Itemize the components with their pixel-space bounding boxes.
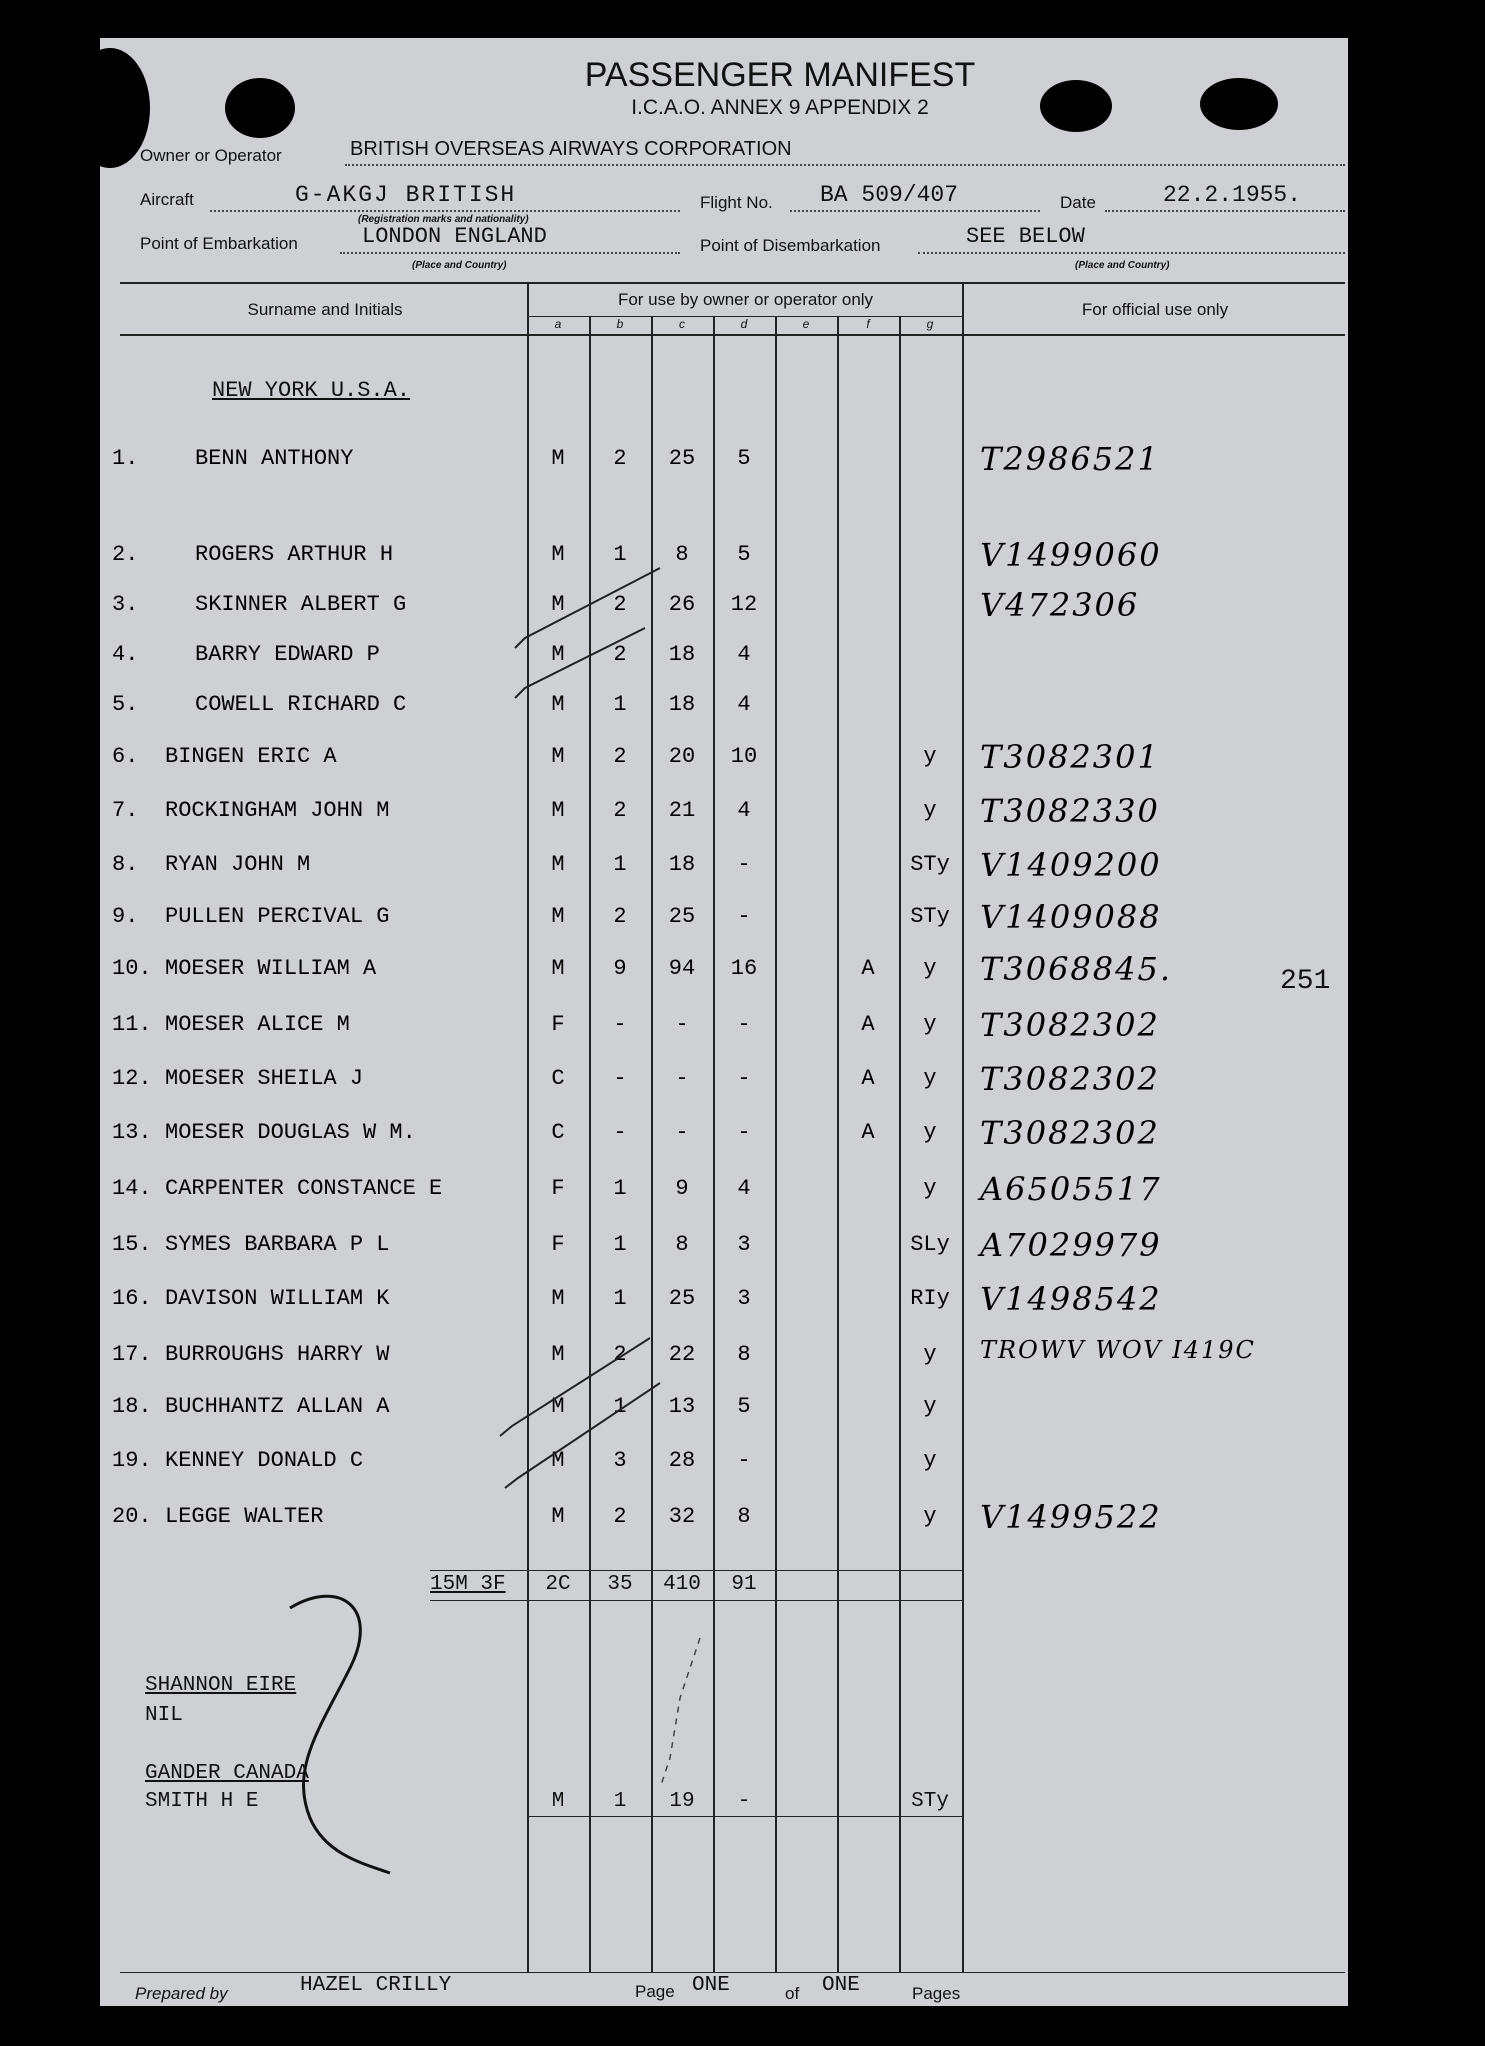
aircraft-value: G-AKGJ BRITISH (295, 182, 517, 208)
passenger-col-c: 8 (675, 1232, 689, 1257)
official-document-number: A6505517 (980, 1170, 1162, 1208)
passenger-col-d: - (737, 1066, 751, 1091)
passenger-col-f: A (861, 1012, 875, 1037)
passenger-col-f: A (861, 1120, 875, 1145)
passenger-number: 13. (112, 1120, 152, 1145)
destination-heading: NEW YORK U.S.A. (212, 378, 411, 403)
table-row (100, 440, 1348, 486)
totals-d: 91 (731, 1573, 757, 1596)
passenger-name: BUCHHANTZ ALLAN A (165, 1394, 390, 1419)
passenger-col-g: STy (910, 904, 950, 929)
totals-a: 2C (545, 1573, 571, 1596)
of-value: ONE (822, 1974, 860, 1997)
passenger-name: SKINNER ALBERT G (195, 592, 407, 617)
date-value: 22.2.1955. (1163, 182, 1302, 208)
col-header-surname: Surname and Initials (247, 300, 403, 319)
passenger-col-d: 5 (737, 446, 751, 471)
table-row (100, 738, 1348, 784)
date-label: Date (1060, 193, 1096, 212)
passenger-col-a: F (551, 1012, 565, 1037)
passenger-name: MOESER SHEILA J (165, 1066, 364, 1091)
gander-passenger-a: M (551, 1790, 565, 1813)
table-row (100, 1448, 1348, 1488)
passenger-col-d: 5 (737, 542, 751, 567)
subcol-f: f (866, 317, 870, 331)
gander-underline (528, 1816, 962, 1817)
passenger-col-g: y (923, 744, 937, 769)
official-document-number: V1409088 (980, 898, 1162, 936)
passenger-col-d: 5 (737, 1394, 751, 1419)
document-subtitle: I.C.A.O. ANNEX 9 APPENDIX 2 (631, 96, 929, 119)
passenger-col-c: - (675, 1012, 689, 1037)
passenger-col-d: - (737, 904, 751, 929)
table-row (100, 1394, 1348, 1434)
passenger-col-a: M (551, 1504, 565, 1529)
passenger-col-c: 25 (668, 1286, 696, 1311)
passenger-col-c: 25 (668, 446, 696, 471)
destination-gander: GANDER CANADA (145, 1762, 309, 1785)
passenger-col-g: y (923, 1012, 937, 1037)
passenger-number: 16. (112, 1286, 152, 1311)
embark-note: (Place and Country) (412, 260, 507, 271)
subcol-e: e (802, 317, 810, 331)
official-document-number: T3082301 (980, 738, 1160, 776)
passenger-col-g: y (923, 798, 937, 823)
torn-corner (70, 48, 150, 168)
owner-value: BRITISH OVERSEAS AIRWAYS CORPORATION (350, 138, 792, 160)
passenger-col-a: M (551, 446, 565, 471)
passenger-col-a: M (551, 542, 565, 567)
passenger-number: 18. (112, 1394, 152, 1419)
passenger-col-b: 1 (613, 1176, 627, 1201)
passenger-number: 11. (112, 1012, 152, 1037)
passenger-col-b: 2 (613, 642, 627, 667)
passenger-col-d: - (737, 1012, 751, 1037)
table-row (100, 692, 1348, 732)
passenger-col-b: - (613, 1120, 627, 1145)
passenger-col-d: 3 (737, 1286, 751, 1311)
official-document-number: T3082302 (980, 1006, 1160, 1044)
col-header-official: For official use only (1081, 300, 1229, 319)
passenger-col-c: 94 (668, 956, 696, 981)
passenger-col-a: M (551, 744, 565, 769)
passenger-col-c: 18 (668, 642, 696, 667)
gander-passenger-name: SMITH H E (145, 1790, 259, 1813)
passenger-name: RYAN JOHN M (165, 852, 311, 877)
table-top-line (120, 282, 1345, 284)
totals-top-line (430, 1570, 962, 1571)
passenger-name: DAVISON WILLIAM K (165, 1286, 390, 1311)
margin-note: 251 (1280, 966, 1331, 997)
passenger-col-b: 2 (613, 592, 627, 617)
passenger-col-b: 2 (613, 1504, 627, 1529)
passenger-number: 9. (112, 904, 139, 929)
handwritten-bracket-mark (250, 1588, 450, 1878)
passenger-col-a: C (551, 1120, 565, 1145)
passenger-number: 4. (112, 642, 139, 667)
official-document-number: T3082330 (980, 792, 1160, 830)
of-label: of (785, 1984, 800, 2003)
owner-dotted-line (345, 164, 1345, 166)
passenger-col-c: 20 (668, 744, 696, 769)
subcol-g: g (926, 317, 934, 331)
passenger-col-c: 13 (668, 1394, 696, 1419)
embark-label: Point of Embarkation (140, 234, 298, 253)
passenger-name: CARPENTER CONSTANCE E (165, 1176, 443, 1201)
passenger-number: 20. (112, 1504, 152, 1529)
prepared-label: Prepared by (135, 1984, 228, 2003)
table-row (100, 1226, 1348, 1272)
official-document-number: T3068845. (980, 950, 1173, 988)
passenger-col-g: y (923, 1342, 937, 1367)
table-row (100, 536, 1348, 582)
official-document-number: V1409200 (980, 846, 1162, 884)
passenger-name: ROCKINGHAM JOHN M (165, 798, 390, 823)
passenger-col-c: 18 (668, 692, 696, 717)
passenger-col-g: y (923, 1066, 937, 1091)
totals-bottom-line (430, 1600, 962, 1601)
passenger-number: 8. (112, 852, 139, 877)
passenger-name: COWELL RICHARD C (195, 692, 407, 717)
destination-shannon-note: NIL (145, 1704, 183, 1727)
subcol-c: c (679, 317, 685, 331)
passenger-col-d: 12 (730, 592, 758, 617)
passenger-col-f: A (861, 1066, 875, 1091)
passenger-col-b: 1 (613, 1232, 627, 1257)
gander-passenger-b: 1 (613, 1790, 627, 1813)
passenger-col-a: M (551, 904, 565, 929)
passenger-col-a: M (551, 1342, 565, 1367)
passenger-col-g: STy (910, 852, 950, 877)
passenger-number: 12. (112, 1066, 152, 1091)
passenger-col-c: 21 (668, 798, 696, 823)
passenger-col-g: y (923, 956, 937, 981)
subcol-a: a (554, 317, 562, 331)
passenger-col-d: 8 (737, 1504, 751, 1529)
passenger-col-c: 8 (675, 542, 689, 567)
table-row (100, 586, 1348, 632)
gander-passenger-g: STy (911, 1790, 949, 1813)
passenger-col-b: 1 (613, 1394, 627, 1419)
passenger-col-c: - (675, 1066, 689, 1091)
passenger-col-d: - (737, 852, 751, 877)
passenger-number: 19. (112, 1448, 152, 1473)
official-document-number: T2986521 (980, 440, 1160, 478)
prepared-value: HAZEL CRILLY (300, 1974, 452, 1997)
passenger-name: BENN ANTHONY (195, 446, 354, 471)
official-document-number: V472306 (980, 586, 1140, 624)
passenger-col-c: - (675, 1120, 689, 1145)
passenger-col-c: 32 (668, 1504, 696, 1529)
table-row (100, 1280, 1348, 1326)
passenger-col-b: 1 (613, 1286, 627, 1311)
passenger-col-f: A (861, 956, 875, 981)
official-document-number: T3082302 (980, 1060, 1160, 1098)
page-value: ONE (692, 1974, 730, 1997)
manifest-sheet (100, 38, 1348, 2006)
passenger-col-g: y (923, 1504, 937, 1529)
passenger-col-b: 1 (613, 852, 627, 877)
passenger-col-b: 2 (613, 1342, 627, 1367)
passenger-col-a: F (551, 1232, 565, 1257)
passenger-name: MOESER ALICE M (165, 1012, 350, 1037)
table-row (100, 950, 1348, 996)
passenger-name: KENNEY DONALD C (165, 1448, 364, 1473)
passenger-col-a: M (551, 642, 565, 667)
passenger-col-b: - (613, 1066, 627, 1091)
table-row (100, 1114, 1348, 1160)
punch-hole (1040, 80, 1112, 132)
passenger-name: LEGGE WALTER (165, 1504, 324, 1529)
passenger-col-a: M (551, 592, 565, 617)
passenger-col-a: C (551, 1066, 565, 1091)
page-label: Page (635, 1982, 675, 2001)
passenger-col-a: M (551, 1394, 565, 1419)
passenger-number: 17. (112, 1342, 152, 1367)
destination-shannon: SHANNON EIRE (145, 1674, 297, 1697)
passenger-col-d: 4 (737, 798, 751, 823)
passenger-col-d: 4 (737, 1176, 751, 1201)
table-row (100, 846, 1348, 892)
disembark-value: SEE BELOW (966, 224, 1085, 249)
passenger-col-c: 9 (675, 1176, 689, 1201)
passenger-col-c: 25 (668, 904, 696, 929)
passenger-number: 2. (112, 542, 139, 567)
table-row (100, 1060, 1348, 1106)
footer-line (120, 1972, 1345, 1973)
passenger-number: 7. (112, 798, 139, 823)
aircraft-label: Aircraft (140, 190, 194, 209)
document-title: PASSENGER MANIFEST (584, 56, 976, 94)
passenger-name: MOESER WILLIAM A (165, 956, 377, 981)
passenger-number: 14. (112, 1176, 152, 1201)
passenger-col-g: y (923, 1448, 937, 1473)
table-row (100, 1336, 1348, 1382)
official-document-number: V1499522 (980, 1498, 1162, 1536)
registration-note: (Registration marks and nationality) (358, 214, 529, 225)
passenger-number: 1. (112, 446, 139, 471)
disembark-note: (Place and Country) (1075, 260, 1170, 271)
passenger-name: MOESER DOUGLAS W M. (165, 1120, 416, 1145)
passenger-col-g: y (923, 1394, 937, 1419)
passenger-col-b: 3 (613, 1448, 627, 1473)
passenger-number: 15. (112, 1232, 152, 1257)
passenger-name: BURROUGHS HARRY W (165, 1342, 390, 1367)
flight-value: BA 509/407 (820, 182, 959, 208)
totals-label: 15M 3F (430, 1573, 506, 1596)
passenger-col-a: M (551, 798, 565, 823)
passenger-col-d: - (737, 1448, 751, 1473)
owner-label: Owner or Operator (140, 146, 282, 165)
passenger-number: 6. (112, 744, 139, 769)
passenger-col-b: 2 (613, 904, 627, 929)
passenger-col-a: F (551, 1176, 565, 1201)
passenger-col-b: 1 (613, 542, 627, 567)
passenger-col-c: 18 (668, 852, 696, 877)
flight-dotted-line (790, 210, 1040, 212)
passenger-col-d: 10 (730, 744, 758, 769)
passenger-name: BINGEN ERIC A (165, 744, 337, 769)
official-document-number: TROWV WOV I419C (980, 1336, 1256, 1364)
passenger-col-b: 2 (613, 798, 627, 823)
totals-b: 35 (607, 1573, 633, 1596)
passenger-col-d: 3 (737, 1232, 751, 1257)
passenger-number: 3. (112, 592, 139, 617)
col-header-operator: For use by owner or operator only (617, 290, 874, 309)
passenger-col-b: 2 (613, 744, 627, 769)
official-document-number: A7029979 (980, 1226, 1162, 1264)
table-row (100, 1170, 1348, 1216)
passenger-name: PULLEN PERCIVAL G (165, 904, 390, 929)
table-row (100, 898, 1348, 944)
passenger-col-c: 22 (668, 1342, 696, 1367)
totals-c: 410 (663, 1573, 701, 1596)
date-dotted-line (1105, 210, 1345, 212)
punch-hole (225, 78, 295, 138)
passenger-col-a: M (551, 692, 565, 717)
passenger-col-c: 28 (668, 1448, 696, 1473)
passenger-number: 10. (112, 956, 152, 981)
passenger-col-b: 9 (613, 956, 627, 981)
table-row (100, 1498, 1348, 1544)
pages-label: Pages (912, 1984, 961, 2003)
passenger-col-a: M (551, 1286, 565, 1311)
passenger-col-b: - (613, 1012, 627, 1037)
disembark-dotted-line (918, 252, 1345, 254)
passenger-name: SYMES BARBARA P L (165, 1232, 390, 1257)
passenger-name: ROGERS ARTHUR H (195, 542, 394, 567)
official-document-number: V1498542 (980, 1280, 1162, 1318)
disembark-label: Point of Disembarkation (700, 236, 881, 255)
table-row (100, 642, 1348, 682)
official-document-number: T3082302 (980, 1114, 1160, 1152)
passenger-col-a: M (551, 956, 565, 981)
passenger-col-d: 4 (737, 692, 751, 717)
passenger-name: BARRY EDWARD P (195, 642, 380, 667)
gander-passenger-d: - (737, 1790, 751, 1813)
passenger-number: 5. (112, 692, 139, 717)
subcol-d: d (740, 317, 748, 331)
official-document-number: V1499060 (980, 536, 1162, 574)
passenger-col-a: M (551, 1448, 565, 1473)
passenger-col-d: 16 (730, 956, 758, 981)
subcol-b: b (616, 317, 624, 331)
passenger-col-b: 2 (613, 446, 627, 471)
passenger-col-b: 1 (613, 692, 627, 717)
table-header-line (120, 334, 1345, 336)
flight-label: Flight No. (700, 193, 773, 212)
passenger-col-g: RIy (910, 1286, 950, 1311)
punch-hole (1200, 78, 1278, 130)
gander-passenger-c: 19 (669, 1790, 695, 1813)
passenger-col-d: 4 (737, 642, 751, 667)
embark-value: LONDON ENGLAND (362, 224, 547, 249)
passenger-col-g: y (923, 1176, 937, 1201)
passenger-col-g: SLy (910, 1232, 950, 1257)
passenger-col-g: y (923, 1120, 937, 1145)
passenger-col-d: 8 (737, 1342, 751, 1367)
embark-dotted-line (340, 252, 680, 254)
passenger-col-a: M (551, 852, 565, 877)
passenger-col-c: 26 (668, 592, 696, 617)
passenger-col-d: - (737, 1120, 751, 1145)
table-row (100, 792, 1348, 838)
table-row (100, 1006, 1348, 1052)
aircraft-dotted-line (210, 210, 680, 212)
